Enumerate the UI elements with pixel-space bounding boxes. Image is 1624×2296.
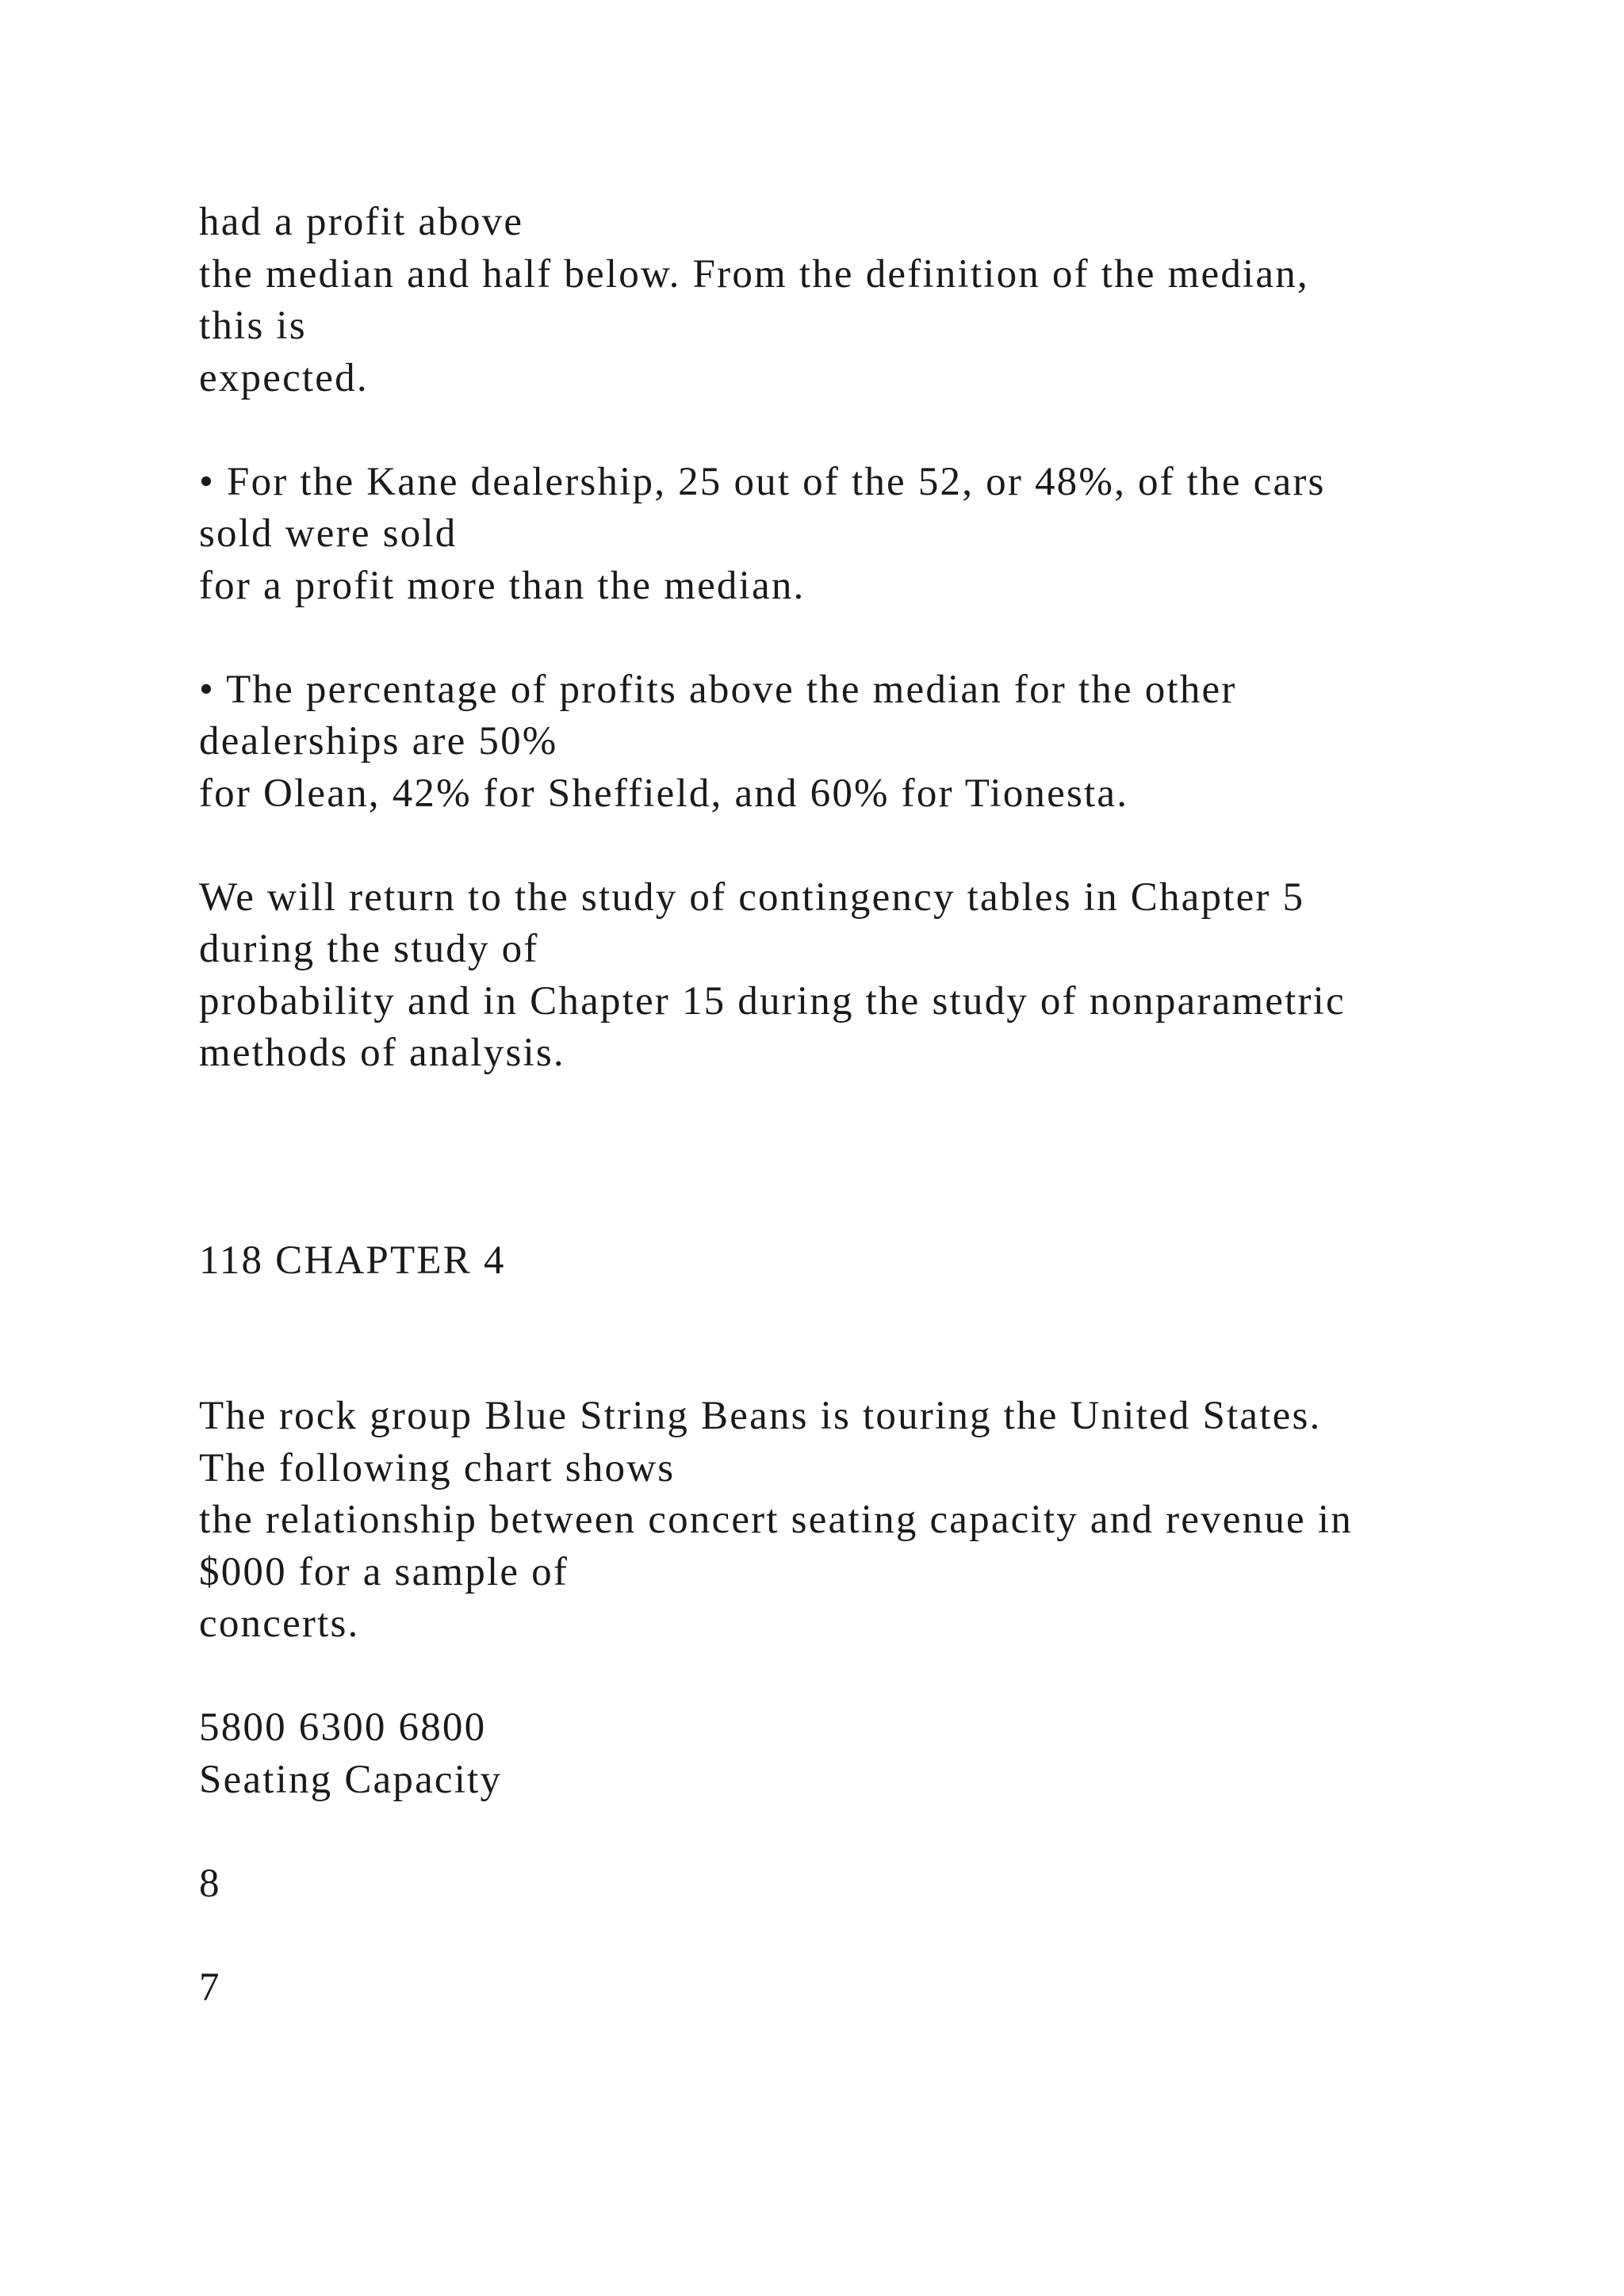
text-line: the relationship between concert seating capacity and revenue in xyxy=(199,1498,1353,1542)
axis-label: Seating Capacity xyxy=(199,1757,503,1802)
document-page xyxy=(199,197,1547,2014)
text-line: The rock group Blue String Beans is touring the United States. xyxy=(199,1394,1322,1438)
text-line: the median and half below. From the definition of the median, xyxy=(199,251,1309,297)
tick-label-7: 7 xyxy=(199,1965,221,2010)
text-line: for a profit more than the median. xyxy=(199,563,806,608)
text-line: for Olean, 42% for Sheffield, and 60% for Tionesta. xyxy=(199,771,1129,816)
text-line: We will return to the study of contingency tables in Chapter 5 xyxy=(199,874,1305,920)
paragraph-contingency-tables xyxy=(199,872,1547,1080)
text-line: had a profit above xyxy=(199,200,524,244)
bullet-other-dealerships xyxy=(199,664,1547,821)
text-line: methods of analysis. xyxy=(199,1031,565,1075)
text-line: • For the Kane dealership, 25 out of the 52, or 48%, of the cars xyxy=(199,459,1326,504)
paragraph-median-intro xyxy=(199,197,1547,404)
text-line: The following chart shows xyxy=(199,1445,676,1490)
page-header: 118 CHAPTER 4 xyxy=(199,1238,506,1283)
text-line: probability and in Chapter 15 during the study of nonparametric xyxy=(199,978,1346,1024)
axis-tick-values: 5800 6300 6800 xyxy=(199,1705,487,1750)
text-line: dealerships are 50% xyxy=(199,719,558,763)
paragraph-blue-string-beans xyxy=(199,1391,1547,1651)
tick-label-8: 8 xyxy=(199,1861,221,1906)
text-line: $000 for a sample of xyxy=(199,1549,569,1594)
text-line: sold were sold xyxy=(199,511,458,556)
text-line: • The percentage of profits above the median for the other xyxy=(199,667,1237,712)
bullet-kane-dealership xyxy=(199,457,1547,613)
text-line: this is xyxy=(199,304,307,348)
text-line: expected. xyxy=(199,355,369,400)
text-line: during the study of xyxy=(199,927,539,971)
text-line: concerts. xyxy=(199,1601,360,1646)
